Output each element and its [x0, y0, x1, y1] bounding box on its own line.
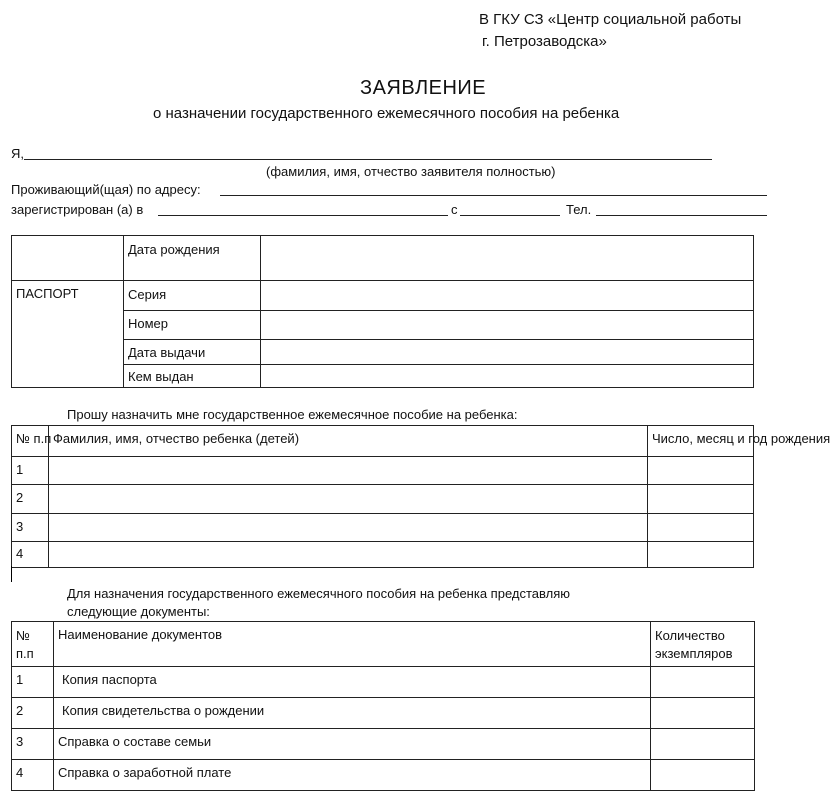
applicant-prefix: Я,: [11, 146, 24, 161]
issue-date-input[interactable]: [261, 340, 754, 365]
birth-date-input[interactable]: [261, 236, 754, 281]
series-label: Серия: [124, 281, 261, 311]
address-field[interactable]: [220, 195, 767, 196]
children-row-name-input[interactable]: [49, 485, 648, 514]
documents-qty-header: [651, 622, 755, 667]
document-row-name: Копия свидетельства о рождении: [54, 698, 651, 729]
document-row-qty-input[interactable]: [651, 698, 755, 729]
since-label: с: [451, 202, 458, 217]
document-row-qty-input[interactable]: [651, 729, 755, 760]
birth-date-label: Дата рождения: [124, 236, 261, 281]
documents-num-header: [12, 622, 54, 667]
issued-by-input[interactable]: [261, 365, 754, 388]
applicant-name-hint: (фамилия, имя, отчество заявителя полностью): [266, 164, 556, 179]
children-row-date-input[interactable]: [648, 514, 754, 542]
page-subtitle: о назначении государственного ежемесячного пособия на ребенка: [153, 105, 620, 122]
children-row-name-input[interactable]: [49, 457, 648, 485]
applicant-name-field[interactable]: [24, 159, 712, 160]
documents-qty-header-2: экземпляров: [655, 646, 733, 661]
phone-label: Тел.: [566, 202, 592, 217]
document-row-name: Справка о составе семьи: [54, 729, 651, 760]
document-row-qty-input[interactable]: [651, 667, 755, 698]
number-input[interactable]: [261, 311, 754, 340]
children-name-header: Фамилия, имя, отчество ребенка (детей): [49, 426, 648, 457]
passport-table: [11, 235, 754, 388]
address-label: Проживающий(щая) по адресу:: [11, 182, 201, 197]
issue-date-label: Дата выдачи: [124, 340, 261, 365]
children-row-num: 3: [12, 514, 49, 542]
series-input[interactable]: [261, 281, 754, 311]
documents-num-header-1: №: [16, 628, 30, 643]
registered-label: зарегистрирован (а) в: [11, 202, 144, 217]
document-row-qty-input[interactable]: [651, 760, 755, 791]
page-title: ЗАЯВЛЕНИЕ: [360, 77, 487, 99]
number-label: Номер: [124, 311, 261, 340]
children-row-num: 1: [12, 457, 49, 485]
issued-by-label: Кем выдан: [124, 365, 261, 388]
document-row-num: 3: [12, 729, 54, 760]
passport-blank-cell: [12, 236, 124, 281]
documents-name-header: Наименование документов: [54, 622, 651, 667]
documents-num-header-2: п.п: [16, 646, 34, 661]
children-row-num: 2: [12, 485, 49, 514]
children-row-date-input[interactable]: [648, 542, 754, 568]
document-row-name: Справка о заработной плате: [54, 760, 651, 791]
document-row-num: 2: [12, 698, 54, 729]
recipient-line-2: г. Петрозаводска»: [482, 33, 607, 50]
children-row-num: 4: [12, 542, 49, 568]
documents-intro-line-1: Для назначения государственного ежемесячного пособия на ребенка представляю: [67, 586, 570, 601]
children-row-name-input[interactable]: [49, 514, 648, 542]
children-row-date-input[interactable]: [648, 485, 754, 514]
children-table: [11, 425, 830, 568]
document-row-num: 1: [12, 667, 54, 698]
children-num-header: № п.п: [12, 426, 49, 457]
request-text: Прошу назначить мне государственное ежемесячное пособие на ребенка:: [67, 407, 518, 422]
children-row-name-input[interactable]: [49, 542, 648, 568]
documents-intro-line-2: следующие документы:: [67, 604, 210, 619]
documents-qty-header-1: Количество: [655, 628, 725, 643]
documents-table: [11, 621, 755, 791]
children-row-date-input[interactable]: [648, 457, 754, 485]
registered-field[interactable]: [158, 215, 448, 216]
recipient-line-1: В ГКУ СЗ «Центр социальной работы: [479, 11, 742, 28]
document-row-num: 4: [12, 760, 54, 791]
children-date-header: Число, месяц и год рождения: [648, 426, 754, 457]
text-cursor: [11, 566, 12, 582]
document-row-name: Копия паспорта: [54, 667, 651, 698]
passport-label: ПАСПОРТ: [12, 281, 124, 388]
since-field[interactable]: [460, 215, 560, 216]
phone-field[interactable]: [596, 215, 767, 216]
